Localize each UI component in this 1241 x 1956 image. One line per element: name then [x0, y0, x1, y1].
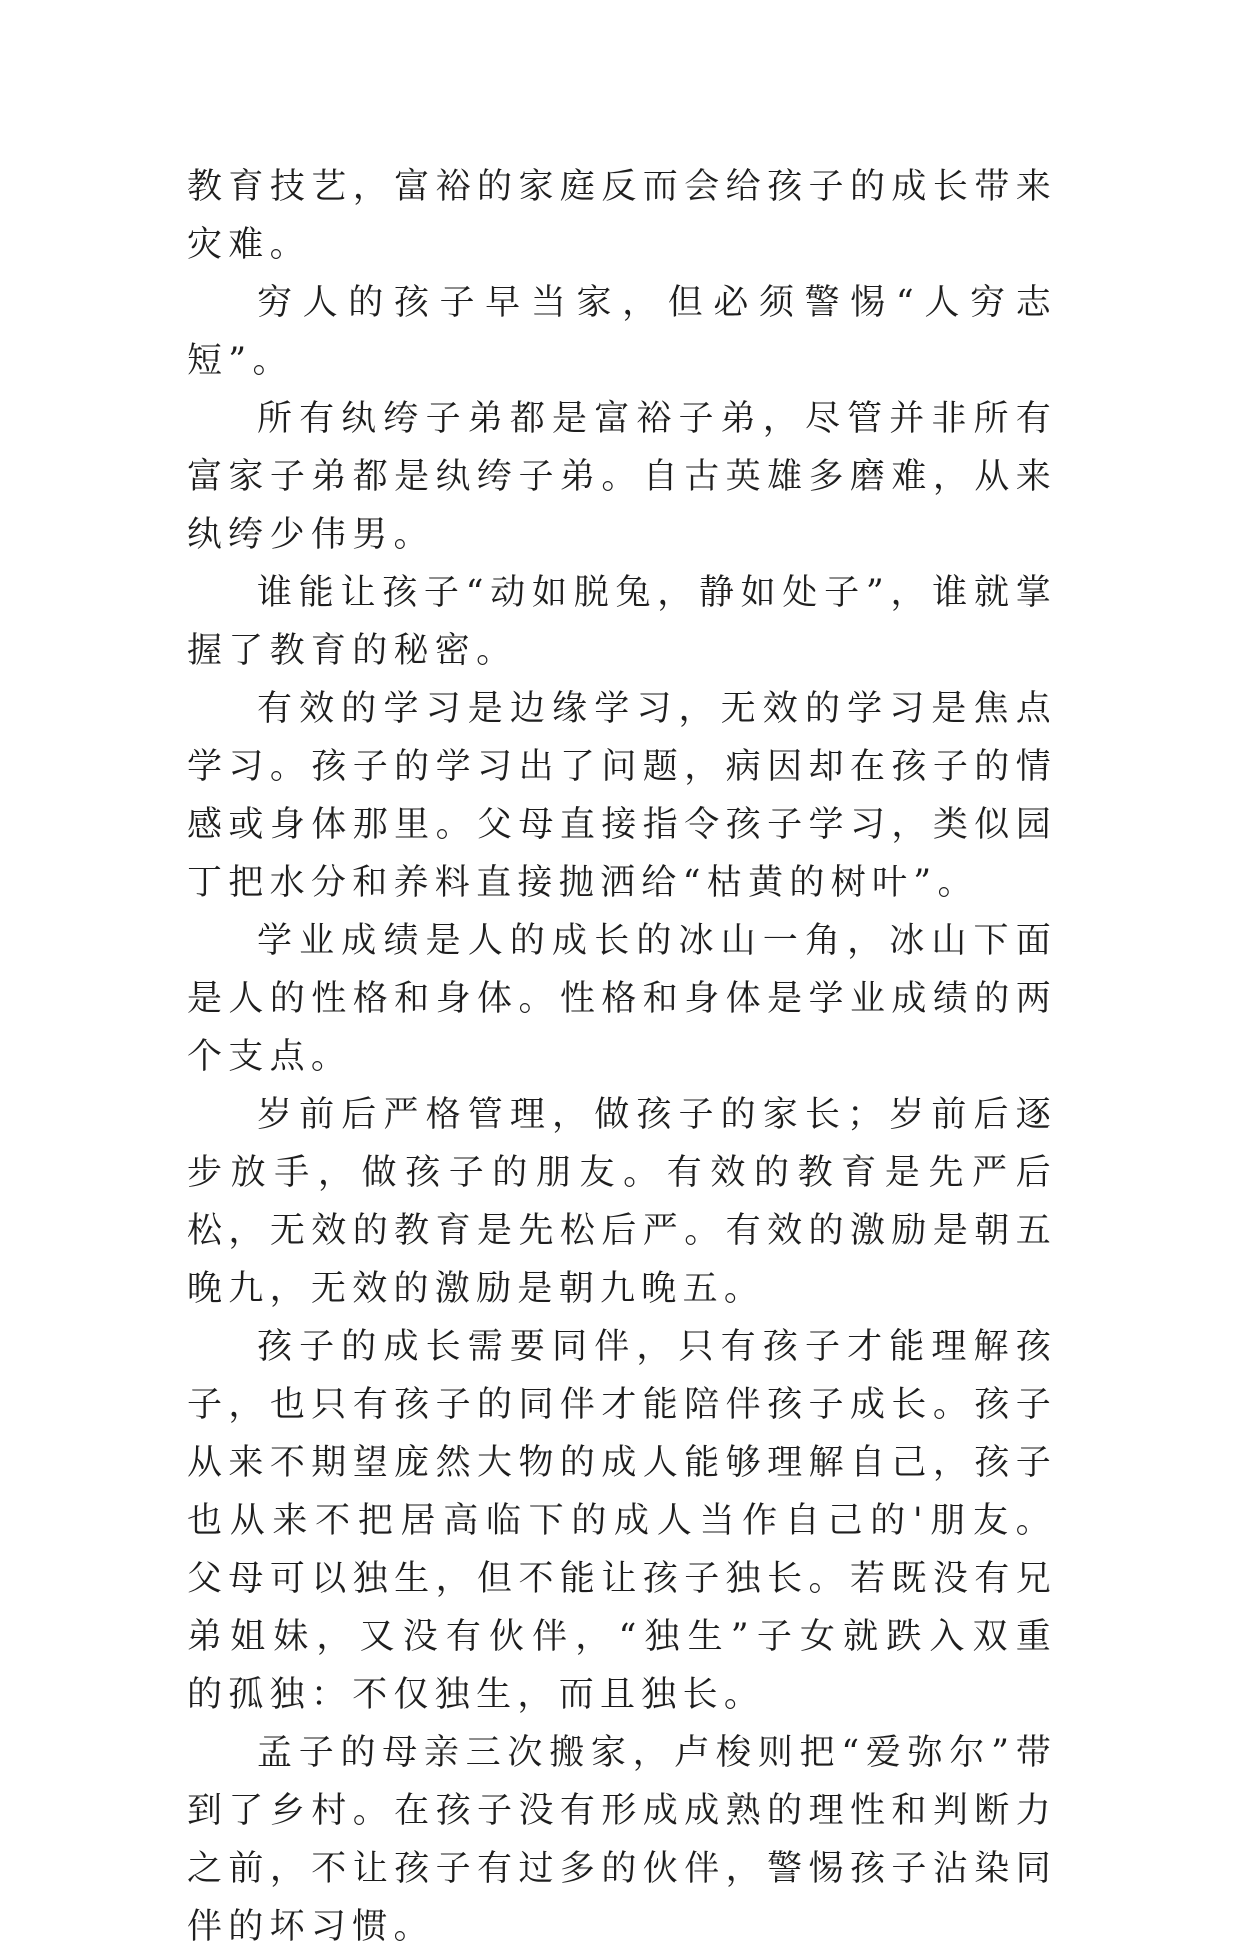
- paragraph-mencius-mother: 孟子的母亲三次搬家，卢梭则把“爱弥尔”带到了乡村。在孩子没有形成成熟的理性和判断力之前，不让孩子有过多的伙伴，警惕孩子沾染同伴的坏习惯。: [187, 1733, 1057, 1947]
- paragraph-continuation: 教育技艺，富裕的家庭反而会给孩子的成长带来灾难。: [187, 167, 1057, 265]
- paragraph-academic-grades: 学业成绩是人的成长的冰山一角，冰山下面是人的性格和身体。性格和身体是学业成绩的两个支点。: [187, 921, 1057, 1077]
- paragraph-companions: 孩子的成长需要同伴，只有孩子才能理解孩子，也只有孩子的同伴才能陪伴孩子成长。孩子从来不期望庞然大物的成人能够理解自己，孩子也从来不把居高临下的成人当作自己的'朋友。父母可以独生，但不能让孩子独长。若既没有兄弟姐妹，又没有伙伴，“独生”子女就跌入双重的孤独：不仅独生，而且独长。: [187, 1327, 1057, 1715]
- paragraph-rich-children: 所有纨绔子弟都是富裕子弟，尽管并非所有富家子弟都是纨绔子弟。自古英雄多磨难，从来纨绔少伟男。: [187, 399, 1057, 555]
- document-body: [187, 158, 1057, 1956]
- paragraph-strict-management: 岁前后严格管理，做孩子的家长；岁前后逐步放手，做孩子的朋友。有效的教育是先严后松，无效的教育是先松后严。有效的激励是朝五晚九，无效的激励是朝九晚五。: [187, 1095, 1057, 1309]
- paragraph-poor-children: 穷人的孩子早当家，但必须警惕“人穷志短”。: [187, 283, 1057, 381]
- paragraph-effective-learning: 有效的学习是边缘学习，无效的学习是焦点学习。孩子的学习出了问题，病因却在孩子的情感或身体那里。父母直接指令孩子学习，类似园丁把水分和养料直接抛洒给“枯黄的树叶”。: [187, 689, 1057, 903]
- paragraph-education-secret: 谁能让孩子“动如脱兔，静如处子”，谁就掌握了教育的秘密。: [187, 573, 1057, 671]
